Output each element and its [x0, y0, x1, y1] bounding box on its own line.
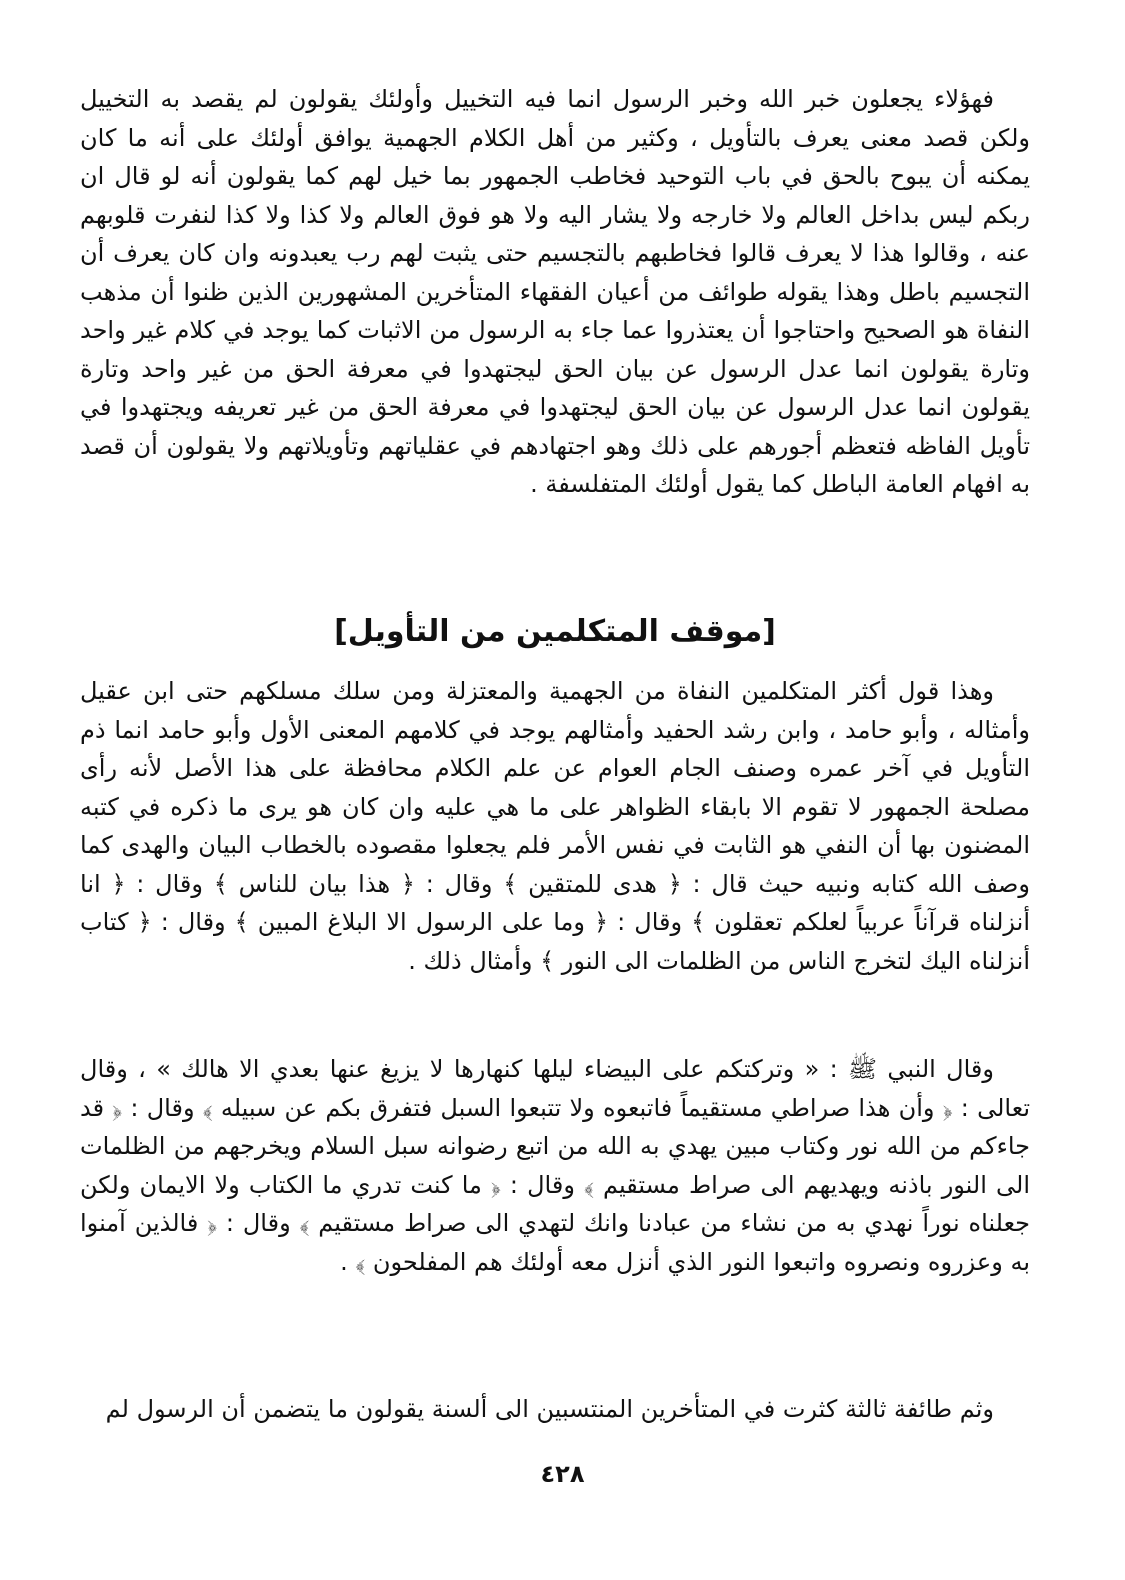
- paragraph-4: [80, 1390, 1030, 1429]
- paragraph-2: [80, 672, 1030, 980]
- page-number: ٤٢٨: [540, 1460, 585, 1488]
- paragraph-text: وقال النبي ﷺ : « وتركتكم على البيضاء ليلها كنهارها لا يزيغ عنها بعدي الا هالك » ، وقال تعالى : ﴿ وأن هذا صراطي مستقيماً فاتبعوه ولا تتبعوا السبل فتفرق بكم عن سبيله ﴾ وقال : ﴿ قد جاءكم من الله نور وكتاب مبين يهدي به الله من اتبع رضوانه سبل السلام ويخرجهم من الظلمات الى النور باذنه ويهديهم الى صراط مستقيم ﴾ وقال : ﴿ ما كنت تدري ما الكتاب ولا الايمان ولكن جعلناه نوراً نهدي به من نشاء من عبادنا وانك لتهدي الى صراط مستقيم ﴾ وقال : ﴿ فالذين آمنوا به وعزروه ونصروه واتبعوا النور الذي أنزل معه أولئك هم المفلحون ﴾ .: [80, 1055, 1030, 1276]
- paragraph-text: وهذا قول أكثر المتكلمين النفاة من الجهمية والمعتزلة ومن سلك مسلكهم حتى ابن عقيل وأمثاله ، وأبو حامد ، وابن رشد الحفيد وأمثالهم يوجد في كلامهم المعنى الأول وأبو حامد انما ذم التأويل في آخر عمره وصنف الجام العوام عن علم الكلام محافظة على هذا الأصل لأنه رأى مصلحة الجمهور لا تقوم الا بابقاء الظواهر على ما هي عليه وان كان هو يرى ما ذكره في كتبه المضنون بها أن النفي هو الثابت في نفس الأمر فلم يجعلوا مقصوده بالخطاب البيان والهدى كما وصف الله كتابه ونبيه حيث قال : ﴿ هدى للمتقين ﴾ وقال : ﴿ هذا بيان للناس ﴾ وقال : ﴿ انا أنزلناه قرآناً عربياً لعلكم تعقلون ﴾ وقال : ﴿ وما على الرسول الا البلاغ المبين ﴾ وقال : ﴿ كتاب أنزلناه اليك لتخرج الناس من الظلمات الى النور ﴾ وأمثال ذلك .: [80, 677, 1030, 975]
- paragraph-text: وثم طائفة ثالثة كثرت في المتأخرين المنتسبين الى ألسنة يقولون ما يتضمن أن الرسول لم: [105, 1395, 994, 1423]
- paragraph-text: فهؤلاء يجعلون خبر الله وخبر الرسول انما فيه التخييل وأولئك يقولون لم يقصد به التخييل ولكن قصد معنى يعرف بالتأويل ، وكثير من أهل الكلام الجهمية يوافق أولئك على أنه ما كان يمكنه أن يبوح بالحق في باب التوحيد فخاطب الجمهور بما خيل لهم كما يقولون أنه لو قال ان ربكم ليس بداخل العالم ولا خارجه ولا يشار اليه ولا هو فوق العالم ولا كذا ولا كذا لنفرت قلوبهم عنه ، وقالوا هذا لا يعرف قالوا فخاطبهم بالتجسيم حتى يثبت لهم رب يعبدونه وان كان يعرف أن التجسيم باطل وهذا يقوله طوائف من أعيان الفقهاء المتأخرين المشهورين الذين ظنوا أن مذهب النفاة هو الصحيح واحتاجوا أن يعتذروا عما جاء به الرسول من الاثبات كما يوجد في كلام غير واحد وتارة يقولون انما عدل الرسول عن بيان الحق ليجتهدوا في معرفة الحق من غير واحد وتارة يقولون انما عدل الرسول عن بيان الحق ليجتهدوا في معرفة الحق من غير تعريفه ويجتهدوا في تأويل الفاظه فتعظم أجورهم على ذلك وهو اجتهادهم في عقلياتهم وتأويلاتهم ولا يقولون أن قصد به افهام العامة الباطل كما يقول أولئك المتفلسفة .: [80, 85, 1030, 498]
- section-heading: [موقف المتكلمين من التأويل]: [334, 614, 776, 649]
- paragraph-1: [80, 80, 1030, 504]
- paragraph-3: [80, 1050, 1030, 1281]
